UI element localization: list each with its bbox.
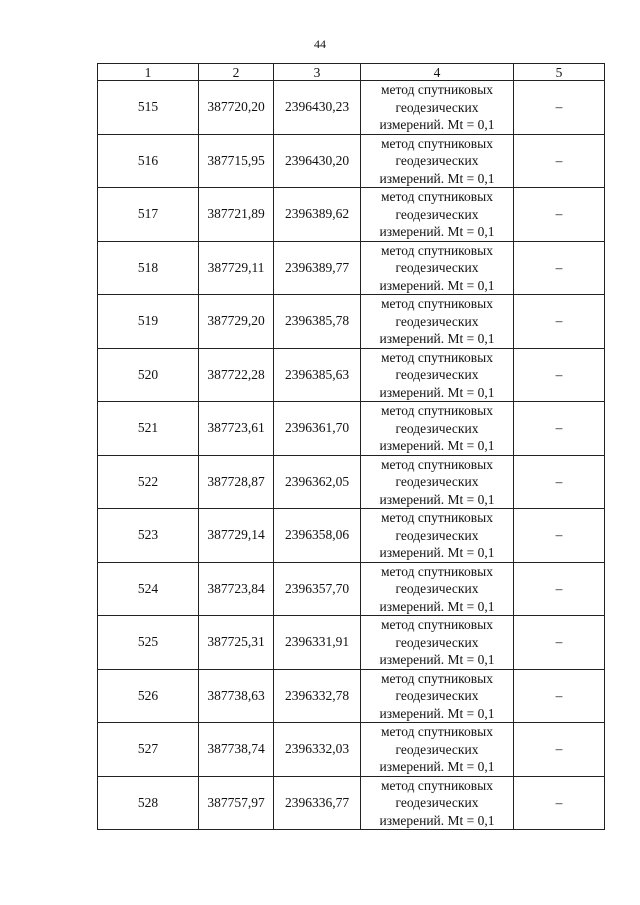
page-number: 44 [314, 37, 326, 51]
table-row [98, 616, 605, 670]
method-line: метод спутниковых [381, 135, 493, 151]
method-line: метод спутниковых [381, 724, 493, 739]
point-number-cell: 520 [98, 348, 199, 402]
method-line: метод спутниковых [381, 349, 493, 365]
method-line: метод спутниковых [381, 296, 493, 311]
method-line: измерений. Mt = 0,1 [379, 598, 495, 614]
x-coordinate-cell: 387722,28 [199, 348, 274, 402]
method-line: измерений. Mt = 0,1 [379, 224, 495, 239]
x-coordinate-cell: 387728,87 [199, 455, 274, 509]
note-cell [514, 81, 605, 135]
column-header: 3 [274, 64, 361, 81]
method-line: измерений. Mt = 0,1 [379, 331, 495, 346]
method-line: метод спутниковых [381, 242, 493, 258]
y-coordinate-cell: 2396430,23 [274, 81, 361, 135]
method-line: измерений. Mt = 0,1 [379, 384, 495, 400]
note-dash: – [555, 527, 563, 543]
method-line: геодезических [395, 206, 479, 222]
note-cell [514, 348, 605, 402]
method-cell [361, 616, 514, 670]
y-coordinate-cell: 2396430,20 [274, 134, 361, 188]
note-dash: – [555, 741, 563, 757]
method-cell [361, 188, 514, 242]
table-row [98, 81, 605, 135]
note-cell [514, 616, 605, 670]
table-row [98, 402, 605, 456]
note-cell [514, 241, 605, 295]
method-line: геодезических [395, 795, 479, 810]
x-coordinate-cell: 387720,20 [199, 81, 274, 135]
x-coordinate-cell: 387738,63 [199, 669, 274, 723]
note-dash: – [555, 366, 563, 382]
method-line: измерений. Mt = 0,1 [379, 438, 495, 453]
table-row [98, 134, 605, 188]
note-cell [514, 188, 605, 242]
x-coordinate-cell: 387723,61 [199, 402, 274, 456]
point-number-cell: 519 [98, 295, 199, 349]
x-coordinate-cell: 387729,11 [199, 241, 274, 295]
method-line: измерений. Mt = 0,1 [379, 652, 495, 667]
method-line: метод спутниковых [381, 403, 493, 418]
y-coordinate-cell: 2396331,91 [274, 616, 361, 670]
y-coordinate-cell: 2396361,70 [274, 402, 361, 456]
note-cell [514, 669, 605, 723]
note-cell [514, 134, 605, 188]
point-number-cell: 516 [98, 134, 199, 188]
method-cell [361, 81, 514, 135]
method-cell [361, 562, 514, 616]
method-line: метод спутниковых [381, 456, 493, 472]
table-row [98, 776, 605, 830]
note-cell [514, 723, 605, 777]
note-cell [514, 402, 605, 456]
point-number-cell: 518 [98, 241, 199, 295]
method-cell [361, 509, 514, 563]
note-dash: – [555, 687, 563, 703]
point-number-cell: 523 [98, 509, 199, 563]
method-line: измерений. Mt = 0,1 [379, 545, 495, 560]
method-line: метод спутниковых [381, 777, 493, 793]
point-number-cell: 526 [98, 669, 199, 723]
method-line: измерений. Mt = 0,1 [379, 277, 495, 293]
method-line: геодезических [395, 474, 479, 489]
point-number-cell: 528 [98, 776, 199, 830]
x-coordinate-cell: 387725,31 [199, 616, 274, 670]
method-line: метод спутниковых [381, 617, 493, 632]
y-coordinate-cell: 2396362,05 [274, 455, 361, 509]
point-number-cell: 527 [98, 723, 199, 777]
note-dash: – [555, 206, 563, 222]
method-cell [361, 723, 514, 777]
y-coordinate-cell: 2396389,77 [274, 241, 361, 295]
column-header: 1 [98, 64, 199, 81]
note-cell [514, 562, 605, 616]
note-cell [514, 776, 605, 830]
method-line: геодезических [395, 527, 479, 543]
method-cell [361, 776, 514, 830]
table-row [98, 241, 605, 295]
note-dash: – [555, 634, 563, 650]
note-cell [514, 509, 605, 563]
y-coordinate-cell: 2396332,03 [274, 723, 361, 777]
method-line: геодезических [395, 420, 479, 436]
method-line: метод спутниковых [381, 189, 493, 204]
method-line: измерений. Mt = 0,1 [379, 812, 495, 828]
method-line: метод спутниковых [381, 82, 493, 97]
y-coordinate-cell: 2396358,06 [274, 509, 361, 563]
table-row [98, 295, 605, 349]
x-coordinate-cell: 387738,74 [199, 723, 274, 777]
method-cell [361, 455, 514, 509]
method-line: измерений. Mt = 0,1 [379, 705, 495, 721]
note-cell [514, 455, 605, 509]
coordinates-table [97, 63, 605, 830]
x-coordinate-cell: 387729,14 [199, 509, 274, 563]
method-cell [361, 669, 514, 723]
method-line: геодезических [395, 367, 479, 382]
method-line: геодезических [395, 99, 479, 115]
point-number-cell: 521 [98, 402, 199, 456]
method-line: измерений. Mt = 0,1 [379, 170, 495, 186]
column-header: 5 [514, 64, 605, 81]
method-line: геодезических [395, 153, 479, 168]
header-row [98, 64, 605, 81]
y-coordinate-cell: 2396385,63 [274, 348, 361, 402]
table-row [98, 188, 605, 242]
method-cell [361, 295, 514, 349]
method-cell [361, 241, 514, 295]
note-dash: – [555, 259, 563, 275]
method-line: геодезических [395, 260, 479, 275]
note-dash: – [555, 580, 563, 596]
method-line: метод спутниковых [381, 563, 493, 579]
method-line: геодезических [395, 634, 479, 650]
table-row [98, 562, 605, 616]
method-line: геодезических [395, 741, 479, 757]
y-coordinate-cell: 2396385,78 [274, 295, 361, 349]
table-row [98, 348, 605, 402]
note-dash: – [555, 420, 563, 436]
method-cell [361, 402, 514, 456]
x-coordinate-cell: 387715,95 [199, 134, 274, 188]
point-number-cell: 525 [98, 616, 199, 670]
note-dash: – [555, 794, 563, 810]
method-line: метод спутниковых [381, 510, 493, 525]
method-cell [361, 348, 514, 402]
note-dash: – [555, 99, 563, 115]
point-number-cell: 524 [98, 562, 199, 616]
method-line: измерений. Mt = 0,1 [379, 117, 495, 132]
y-coordinate-cell: 2396389,62 [274, 188, 361, 242]
point-number-cell: 515 [98, 81, 199, 135]
point-number-cell: 522 [98, 455, 199, 509]
method-line: геодезических [395, 688, 479, 703]
x-coordinate-cell: 387729,20 [199, 295, 274, 349]
y-coordinate-cell: 2396357,70 [274, 562, 361, 616]
method-line: метод спутниковых [381, 670, 493, 686]
x-coordinate-cell: 387723,84 [199, 562, 274, 616]
method-line: измерений. Mt = 0,1 [379, 491, 495, 507]
note-dash: – [555, 152, 563, 168]
note-dash: – [555, 313, 563, 329]
table-body [98, 81, 605, 830]
point-number-cell: 517 [98, 188, 199, 242]
table-row [98, 669, 605, 723]
y-coordinate-cell: 2396332,78 [274, 669, 361, 723]
method-cell [361, 134, 514, 188]
table-row [98, 455, 605, 509]
method-line: геодезических [395, 313, 479, 329]
method-line: измерений. Mt = 0,1 [379, 759, 495, 774]
x-coordinate-cell: 387721,89 [199, 188, 274, 242]
column-header: 2 [199, 64, 274, 81]
table-row [98, 509, 605, 563]
x-coordinate-cell: 387757,97 [199, 776, 274, 830]
method-line: геодезических [395, 581, 479, 596]
y-coordinate-cell: 2396336,77 [274, 776, 361, 830]
note-dash: – [555, 473, 563, 489]
note-cell [514, 295, 605, 349]
column-header: 4 [361, 64, 514, 81]
table-row [98, 723, 605, 777]
